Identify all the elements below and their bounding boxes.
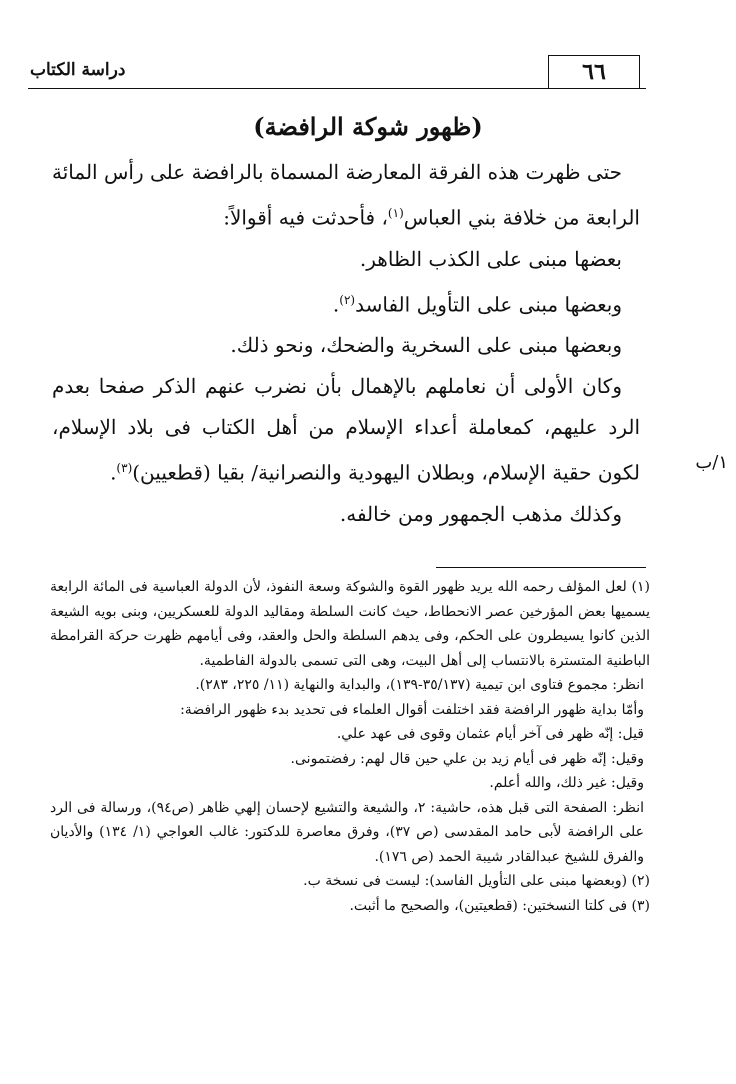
page-number-text: ٦٦ (582, 59, 606, 85)
header-rule (28, 88, 646, 89)
footnote-2: (٢) (وبعضها مبنى على التأويل الفاسد): ليست فى نسخة ب. (303, 873, 650, 889)
running-head: دراسة الكتاب (30, 60, 126, 80)
footnote-ref-2: (٢) (339, 292, 356, 307)
paragraph-5 (52, 366, 640, 494)
footnote-1-e: وقيل: غير ذلك، والله أعلم. (489, 775, 644, 791)
paragraph-1-text: حتى ظهرت هذه الفرقة المعارضة المسماة بالرافضة على رأس المائة الرابعة من خلافة بني العباس (52, 160, 640, 230)
footnote-ref-3: (٣) (116, 461, 133, 476)
paragraph-3-text: وبعضها مبنى على التأويل الفاسد (355, 292, 622, 317)
page-number (548, 55, 640, 89)
paragraph-3 (52, 280, 640, 326)
paragraph-5-text: وكان الأولى أن نعاملهم بالإهمال بأن نضرب عنهم الذكر صفحا بعدم الرد عليهم، كمعاملة أعداء الإسلام من أهل الكتاب فى بلاد الإسلام، لكون حقية الإسلام، وبطلان اليهودية والنصرانية/ بقيا (قطعيين) (52, 374, 640, 485)
footnote-1-f: انظر: الصفحة التى قبل هذه، حاشية: ٢، والشيعة والتشيع لإحسان إلهي ظاهر (ص٩٤)، ورسالة فى الرد على الرافضة لأبى حامد المقدسى (ص ٣٧)، وفرق معاصرة للدكتور: غالب العواجي (١/ ١٣٤) والأديان والفرق للشيخ عبدالقادر شيبة الحمد (ص ١٧٦). (50, 799, 644, 865)
paragraph-5-tail: . (110, 460, 117, 485)
footnote-ref-1: (١) (387, 206, 404, 220)
footnote-1-c: قيل: إنّه ظهر فى آخر أيام عثمان وقوى فى عهد علي. (336, 726, 644, 742)
body-text (52, 152, 640, 535)
paragraph-3-tail: . (332, 292, 340, 317)
paragraph-1-tail: ، فأحدثت فيه أقوالاً: (223, 205, 388, 230)
section-title: (ظهور شوكة الرافضة) (253, 112, 483, 141)
paragraph-2: بعضها مبنى على الكذب الظاهر. (359, 246, 622, 271)
margin-folio-note: ١/ب (695, 452, 728, 473)
paragraph-6: وكذلك مذهب الجمهور ومن خالفه. (339, 501, 622, 526)
paragraph-1 (52, 152, 640, 239)
footnote-3: (٣) فى كلتا النسختين: (قطعيتين)، والصحيح ما أثبت. (349, 897, 650, 914)
footnote-1-ref: انظر: مجموع فتاوى ابن تيمية (٣٥/١٣٧-١٣٩)، والبداية والنهاية (١١/ ٢٢٥، ٢٨٣). (195, 677, 644, 693)
footnote-rule (436, 567, 646, 568)
footnote-1: (١) لعل المؤلف رحمه الله يريد ظهور القوة والشوكة وسعة النفوذ، لأن الدولة العباسية فى المائة الرابعة يسميها بعض المؤرخين عصر الانحطاط، حيث كانت السلطة ومقاليد الدولة للعسكريين، وبنى بويه الشيعة الذين كانوا يسيطرون على الحكم، وفى يدهم السلطة والحل والعقد، وفى أيامهم ظهرت حركة القرامطة الباطنية المتسترة بالانتساب إلى أهل البيت، وهى التى تسمى بالدولة الفاطمية. (50, 579, 650, 669)
footnotes (50, 575, 650, 918)
footnote-1-b: وأمّا بداية ظهور الرافضة فقد اختلفت أقوال العلماء فى تحديد بدء ظهور الرافضة: (180, 701, 644, 718)
paragraph-4: وبعضها مبنى على السخرية والضحك، ونحو ذلك. (230, 333, 622, 358)
footnote-1-d: وقيل: إنّه ظهر فى أيام زيد بن علي حين قال لهم: رفضتمونى. (290, 750, 644, 767)
